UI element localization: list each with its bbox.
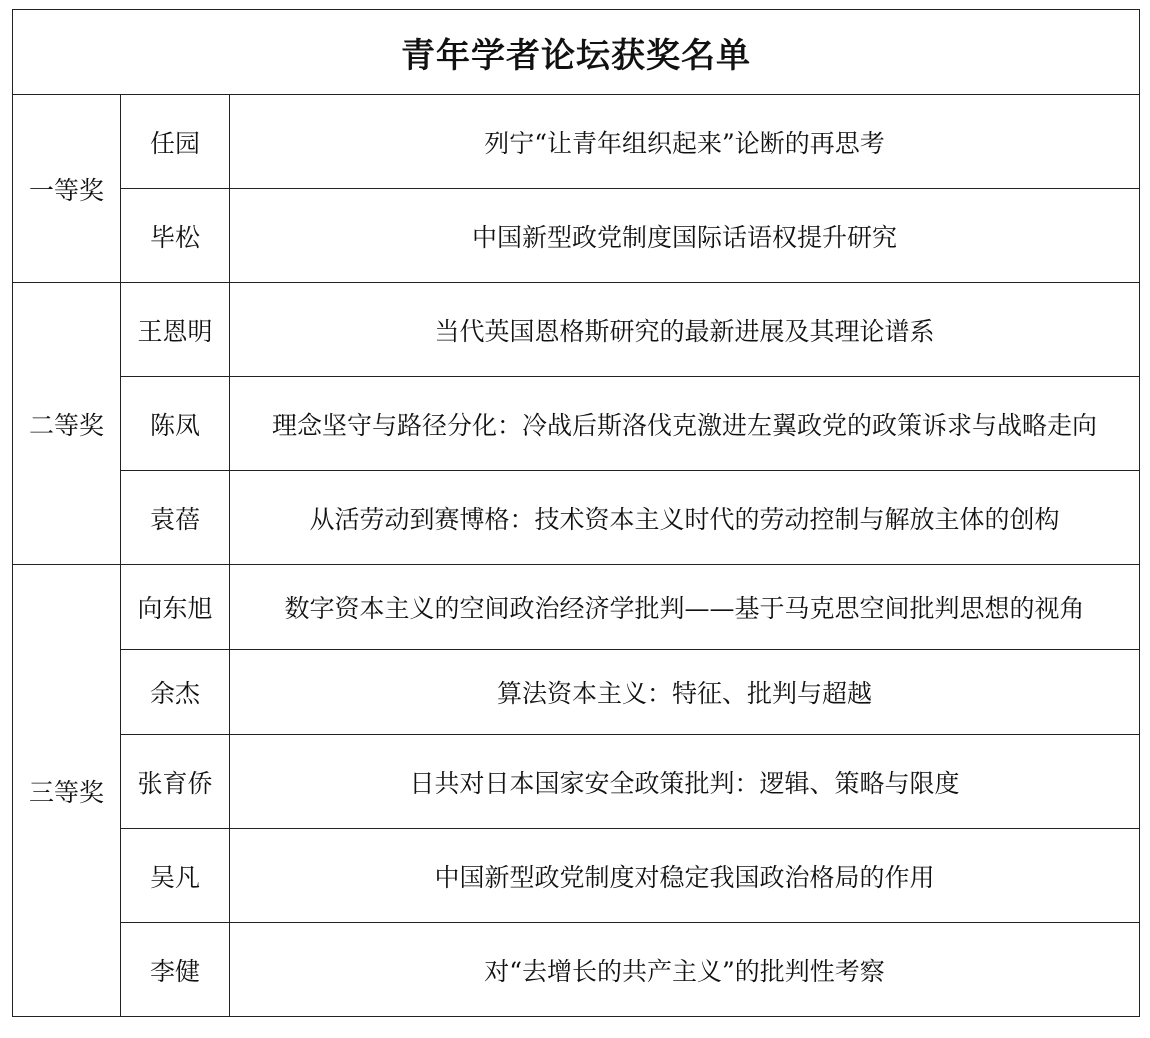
- table-row: [13, 377, 1140, 471]
- tier-third-prize: 三等奖: [13, 565, 121, 1017]
- table-row: [13, 283, 1140, 377]
- winner-name: 毕松: [121, 189, 230, 283]
- tier-first-prize: 一等奖: [13, 95, 121, 283]
- paper-title: 列宁“让青年组织起来”论断的再思考: [230, 95, 1140, 189]
- table-row: [13, 189, 1140, 283]
- table-row: [13, 829, 1140, 923]
- table-row: [13, 923, 1140, 1017]
- winner-name: 李健: [121, 923, 230, 1017]
- paper-title: 从活劳动到赛博格：技术资本主义时代的劳动控制与解放主体的创构: [230, 471, 1140, 565]
- winner-name: 吴凡: [121, 829, 230, 923]
- awards-table: [12, 9, 1140, 1017]
- title-row: [13, 10, 1140, 95]
- table-row: [13, 471, 1140, 565]
- paper-title: 数字资本主义的空间政治经济学批判——基于马克思空间批判思想的视角: [230, 565, 1140, 650]
- paper-title: 当代英国恩格斯研究的最新进展及其理论谱系: [230, 283, 1140, 377]
- winner-name: 张育侨: [121, 735, 230, 829]
- paper-title: 日共对日本国家安全政策批判：逻辑、策略与限度: [230, 735, 1140, 829]
- table-row: [13, 650, 1140, 735]
- paper-title: 对“去增长的共产主义”的批判性考察: [230, 923, 1140, 1017]
- paper-title: 理念坚守与路径分化：冷战后斯洛伐克激进左翼政党的政策诉求与战略走向: [230, 377, 1140, 471]
- table-row: [13, 95, 1140, 189]
- table-row: [13, 735, 1140, 829]
- winner-name: 余杰: [121, 650, 230, 735]
- table-title: 青年学者论坛获奖名单: [13, 10, 1140, 95]
- winner-name: 王恩明: [121, 283, 230, 377]
- tier-second-prize: 二等奖: [13, 283, 121, 565]
- winner-name: 向东旭: [121, 565, 230, 650]
- winner-name: 袁蓓: [121, 471, 230, 565]
- paper-title: 中国新型政党制度对稳定我国政治格局的作用: [230, 829, 1140, 923]
- paper-title: 算法资本主义：特征、批判与超越: [230, 650, 1140, 735]
- winner-name: 任园: [121, 95, 230, 189]
- table-row: [13, 565, 1140, 650]
- paper-title: 中国新型政党制度国际话语权提升研究: [230, 189, 1140, 283]
- winner-name: 陈凤: [121, 377, 230, 471]
